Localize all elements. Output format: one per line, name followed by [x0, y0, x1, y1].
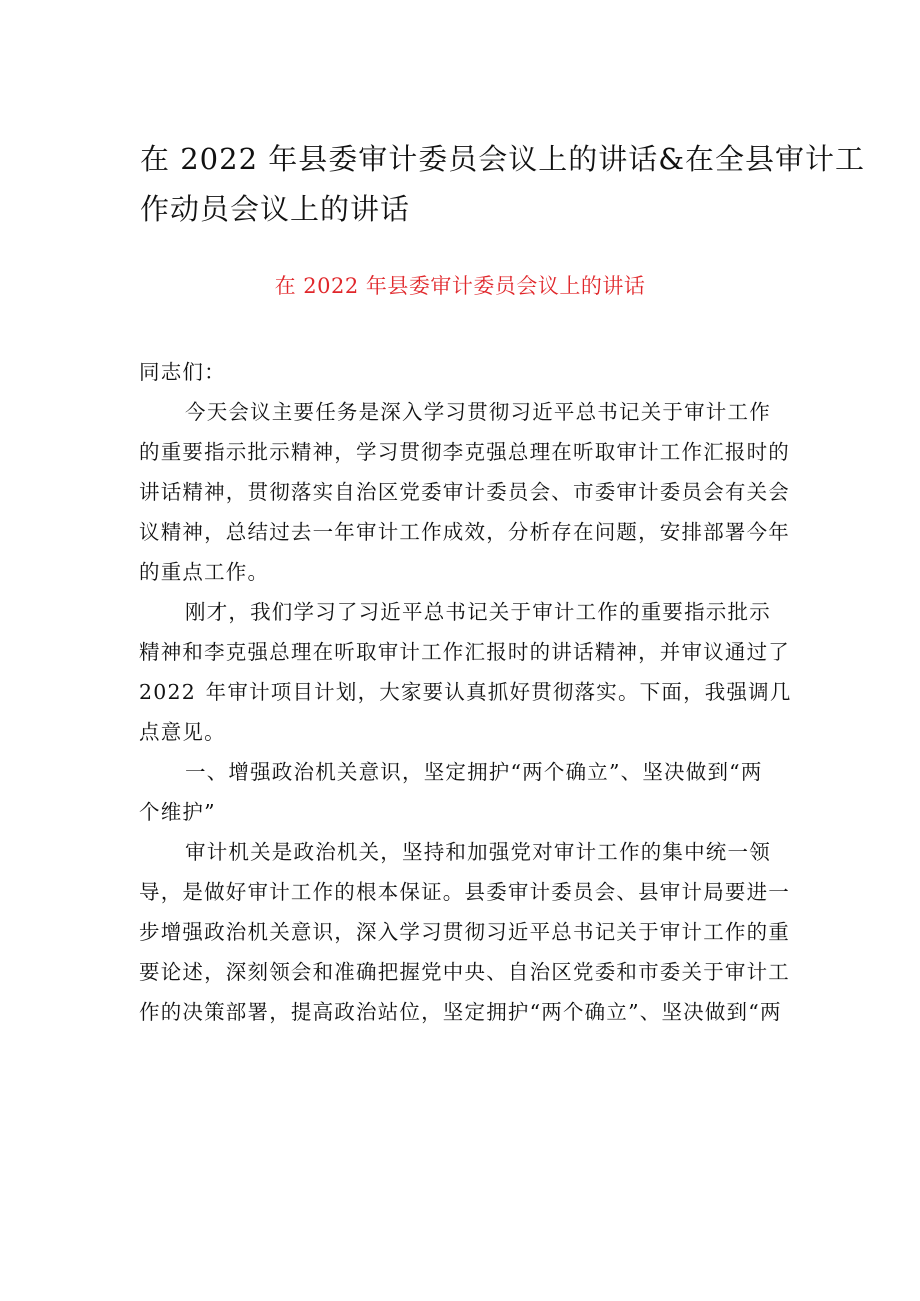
paragraph-line: 2022 年审计项目计划，大家要认真抓好贯彻落实。下面，我强调几 — [139, 680, 792, 704]
paragraph-line: 导，是做好审计工作的根本保证。县委审计委员会、县审计局要进一 — [139, 880, 790, 904]
paragraph-line: 点意见。 — [139, 720, 226, 744]
paragraph-line: 的重点工作。 — [139, 560, 270, 584]
speech-body — [139, 352, 792, 1032]
paragraph-line: 讲话精神，贯彻落实自治区党委审计委员会、市委审计委员会有关会 — [139, 480, 790, 504]
paragraph-3 — [139, 832, 790, 1032]
document-title — [140, 134, 866, 234]
paragraph-2 — [139, 592, 792, 752]
paragraph-line: 要论述，深刻领会和准确把握党中央、自治区党委和市委关于审计工 — [139, 960, 790, 984]
title-line-1: 在 2022 年县委审计委员会议上的讲话&在全县审计工 — [140, 142, 866, 176]
paragraph-line: 精神和李克强总理在听取审计工作汇报时的讲话精神，并审议通过了 — [139, 640, 790, 664]
paragraph-line: 作的决策部署，提高政治站位，坚定拥护“两个确立”、坚决做到“两 — [139, 1000, 782, 1024]
salutation: 同志们： — [139, 360, 226, 384]
paragraph-1 — [139, 392, 790, 592]
paragraph-line: 议精神，总结过去一年审计工作成效，分析存在问题，安排部署今年 — [139, 520, 790, 544]
heading-line: 一、增强政治机关意识，坚定拥护“两个确立”、坚决做到“两 — [185, 760, 763, 784]
paragraph-line: 的重要指示批示精神，学习贯彻李克强总理在听取审计工作汇报时的 — [139, 440, 790, 464]
heading-line: 个维护” — [139, 800, 216, 824]
paragraph-line: 今天会议主要任务是深入学习贯彻习近平总书记关于审计工作 — [185, 400, 771, 424]
paragraph-line: 审计机关是政治机关，坚持和加强党对审计工作的集中统一领 — [185, 840, 771, 864]
title-line-2: 作动员会议上的讲话 — [140, 192, 411, 226]
section-heading-1 — [139, 752, 784, 832]
paragraph-line: 步增强政治机关意识，深入学习贯彻习近平总书记关于审计工作的重 — [139, 920, 790, 944]
paragraph-line: 刚才，我们学习了习近平总书记关于审计工作的重要指示批示 — [185, 600, 771, 624]
speech-subtitle: 在 2022 年县委审计委员会议上的讲话 — [274, 274, 646, 298]
